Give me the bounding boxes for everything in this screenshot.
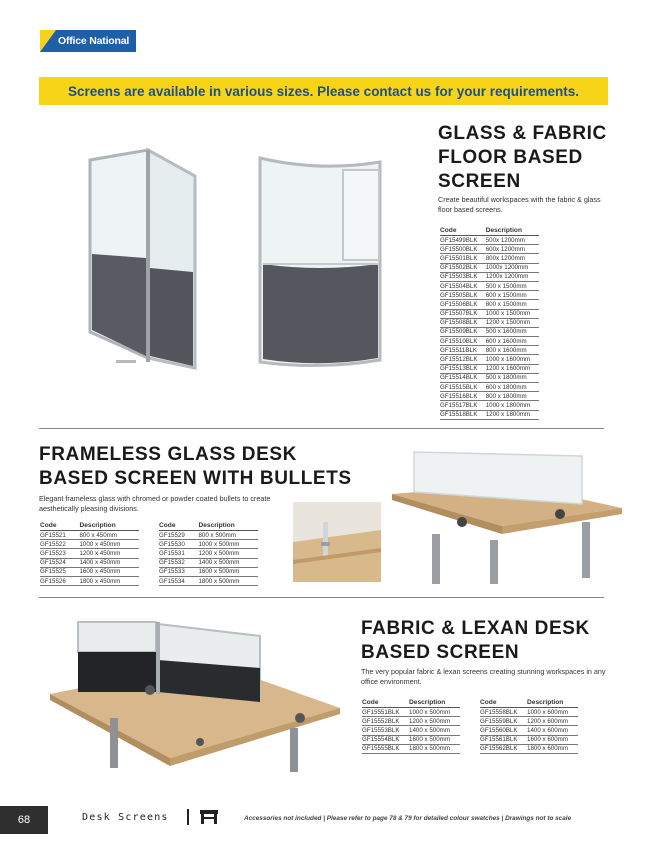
column-header: Code (159, 521, 198, 531)
column-header: Code (440, 226, 486, 236)
product-code-cell: GF15522 (40, 540, 79, 549)
table-row (159, 576, 258, 585)
dimension-cell: 1800 x 500mm (409, 744, 460, 753)
product-code-cell: GF15508BLK (440, 318, 486, 327)
product-code-cell: GF15499BLK (440, 236, 486, 245)
table-row (440, 337, 539, 346)
table-row (159, 567, 258, 576)
table-row (440, 300, 539, 309)
section3-description: The very popular fabric & lexan screens creating stunning workspaces in any office environment. (361, 667, 606, 686)
dimension-cell: 1000x 1200mm (486, 263, 539, 272)
table-row (440, 236, 539, 245)
product-code-cell: GF15523 (40, 549, 79, 558)
table-row (159, 540, 258, 549)
section1-title-line: GLASS & FABRIC (438, 123, 607, 144)
dimension-cell: 600x 1200mm (486, 245, 539, 254)
section2-spec-table-a (40, 521, 139, 586)
dimension-cell: 1000 x 1600mm (486, 355, 539, 364)
product-code-cell: GF15533 (159, 567, 198, 576)
dimension-cell: 1800 x 500mm (198, 576, 258, 585)
section2-title (39, 443, 352, 491)
dimension-cell: 500 x 1600mm (486, 327, 539, 336)
product-code-cell: GF15512BLK (440, 355, 486, 364)
table-row (480, 744, 578, 753)
product-code-cell: GF15505BLK (440, 291, 486, 300)
table-row (440, 373, 539, 382)
section-divider (39, 428, 604, 429)
dimension-cell: 800 x 1600mm (486, 346, 539, 355)
dimension-cell: 800 x 450mm (79, 531, 139, 540)
section3-title-line: FABRIC & LEXAN DESK (361, 618, 590, 639)
table-row (440, 272, 539, 281)
section-divider (39, 597, 604, 598)
product-code-cell: GF15532 (159, 558, 198, 567)
product-code-cell: GF15558BLK (480, 708, 527, 717)
dimension-cell: 800 x 1800mm (486, 392, 539, 401)
product-code-cell: GF15516BLK (440, 392, 486, 401)
table-row (440, 355, 539, 364)
section1-title-line: FLOOR BASED (438, 147, 583, 168)
table-row (440, 254, 539, 263)
table-row (40, 558, 139, 567)
table-row (440, 263, 539, 272)
logo-swoosh-icon (40, 30, 56, 52)
table-row (40, 576, 139, 585)
table-row (440, 318, 539, 327)
dimension-cell: 800x 1200mm (486, 254, 539, 263)
table-row (480, 735, 578, 744)
dimension-cell: 1000 x 500mm (409, 708, 460, 717)
dimension-cell: 1000 x 1800mm (486, 401, 539, 410)
dimension-cell: 600 x 1800mm (486, 383, 539, 392)
dimension-cell: 1400 x 450mm (79, 558, 139, 567)
table-row (440, 383, 539, 392)
section1-title-line: SCREEN (438, 171, 521, 192)
column-header: Code (480, 698, 527, 708)
dimension-cell: 1000 x 1500mm (486, 309, 539, 318)
footer-divider (187, 809, 189, 825)
product-code-cell: GF15524 (40, 558, 79, 567)
office-national-logo (40, 30, 136, 52)
product-code-cell: GF15509BLK (440, 327, 486, 336)
dimension-cell: 800 x 1500mm (486, 300, 539, 309)
column-header: Description (198, 521, 258, 531)
product-code-cell: GF15500BLK (440, 245, 486, 254)
dimension-cell: 1200 x 450mm (79, 549, 139, 558)
table-row (159, 558, 258, 567)
table-row (40, 567, 139, 576)
dimension-cell: 1600 x 500mm (198, 567, 258, 576)
table-row (362, 717, 460, 726)
floor-screen-left-image (90, 150, 195, 368)
table-row (440, 410, 539, 419)
table-row (40, 540, 139, 549)
product-code-cell: GF15525 (40, 567, 79, 576)
product-code-cell: GF15526 (40, 576, 79, 585)
product-code-cell: GF15555BLK (362, 744, 409, 753)
product-code-cell: GF15521 (40, 531, 79, 540)
dimension-cell: 1800 x 450mm (79, 576, 139, 585)
dimension-cell: 1200 x 1600mm (486, 364, 539, 373)
product-code-cell: GF15534 (159, 576, 198, 585)
dimension-cell: 600 x 1500mm (486, 291, 539, 300)
table-row (362, 735, 460, 744)
table-row (480, 726, 578, 735)
table-row (480, 708, 578, 717)
table-row (440, 346, 539, 355)
table-row (362, 726, 460, 735)
dimension-cell: 1800 x 600mm (527, 744, 578, 753)
column-header: Description (486, 226, 539, 236)
dimension-cell: 1000 x 500mm (198, 540, 258, 549)
section3-title (361, 617, 590, 665)
product-code-cell: GF15561BLK (480, 735, 527, 744)
dimension-cell: 500x 1200mm (486, 236, 539, 245)
product-code-cell: GF15529 (159, 531, 198, 540)
product-code-cell: GF15514BLK (440, 373, 486, 382)
product-code-cell: GF15511BLK (440, 346, 486, 355)
footer-note: Accessories not included | Please refer to page 78 & 79 for detailed colour swatches | Drawings not to scale (244, 815, 572, 822)
frameless-glass-detail-image (293, 502, 381, 582)
table-row (440, 392, 539, 401)
dimension-cell: 500 x 1500mm (486, 281, 539, 290)
page-number: 68 (0, 806, 48, 834)
frameless-glass-desk-image (392, 448, 622, 586)
product-code-cell: GF15503BLK (440, 272, 486, 281)
product-code-cell: GF15551BLK (362, 708, 409, 717)
table-row (440, 291, 539, 300)
table-row (440, 309, 539, 318)
dimension-cell: 1200 x 500mm (409, 717, 460, 726)
section1-title (438, 122, 607, 194)
product-code-cell: GF15513BLK (440, 364, 486, 373)
product-code-cell: GF15515BLK (440, 383, 486, 392)
product-code-cell: GF15510BLK (440, 337, 486, 346)
product-code-cell: GF15501BLK (440, 254, 486, 263)
dimension-cell: 1200 x 1500mm (486, 318, 539, 327)
dimension-cell: 1400 x 500mm (409, 726, 460, 735)
dimension-cell: 1200x 1200mm (486, 272, 539, 281)
product-code-cell: GF15518BLK (440, 410, 486, 419)
table-row (159, 531, 258, 540)
fabric-lexan-desk-image (50, 618, 340, 778)
dimension-cell: 1600 x 500mm (409, 735, 460, 744)
dimension-cell: 500 x 1800mm (486, 373, 539, 382)
table-row (440, 327, 539, 336)
product-code-cell: GF15552BLK (362, 717, 409, 726)
dimension-cell: 800 x 500mm (198, 531, 258, 540)
product-code-cell: GF15553BLK (362, 726, 409, 735)
section2-spec-table-b (159, 521, 258, 586)
column-header: Description (79, 521, 139, 531)
product-code-cell: GF15506BLK (440, 300, 486, 309)
floor-screen-right-image (260, 158, 380, 366)
dimension-cell: 1600 x 600mm (527, 735, 578, 744)
product-code-cell: GF15507BLK (440, 309, 486, 318)
table-row (480, 717, 578, 726)
dimension-cell: 1400 x 500mm (198, 558, 258, 567)
desk-icon (199, 808, 219, 825)
product-code-cell: GF15530 (159, 540, 198, 549)
dimension-cell: 600 x 1600mm (486, 337, 539, 346)
product-code-cell: GF15562BLK (480, 744, 527, 753)
table-row (40, 531, 139, 540)
dimension-cell: 1600 x 450mm (79, 567, 139, 576)
section3-title-line: BASED SCREEN (361, 642, 520, 663)
table-row (40, 549, 139, 558)
section1-description: Create beautiful workspaces with the fabric & glass floor based screens. (438, 195, 601, 214)
product-code-cell: GF15502BLK (440, 263, 486, 272)
dimension-cell: 1200 x 500mm (198, 549, 258, 558)
column-header: Description (409, 698, 460, 708)
dimension-cell: 1400 x 600mm (527, 726, 578, 735)
dimension-cell: 1000 x 600mm (527, 708, 578, 717)
product-code-cell: GF15531 (159, 549, 198, 558)
column-header: Description (527, 698, 578, 708)
section2-description: Elegant frameless glass with chromed or powder coated bullets to create aesthetically pleasing divisions. (39, 494, 271, 513)
table-row (440, 245, 539, 254)
product-code-cell: GF15560BLK (480, 726, 527, 735)
logo-text: Office National (58, 35, 130, 47)
table-row (440, 401, 539, 410)
footer-section-title: Desk Screens (82, 812, 169, 823)
dimension-cell: 1200 x 600mm (527, 717, 578, 726)
column-header: Code (40, 521, 79, 531)
table-row (362, 708, 460, 717)
banner-text: Screens are available in various sizes. Please contact us for your requirements. (68, 83, 579, 99)
section2-title-line: FRAMELESS GLASS DESK (39, 444, 297, 465)
product-code-cell: GF15559BLK (480, 717, 527, 726)
table-row (159, 549, 258, 558)
section3-spec-table-a (362, 698, 460, 754)
dimension-cell: 1200 x 1800mm (486, 410, 539, 419)
section3-spec-table-b (480, 698, 578, 754)
table-row (440, 364, 539, 373)
product-code-cell: GF15504BLK (440, 281, 486, 290)
dimension-cell: 1000 x 450mm (79, 540, 139, 549)
product-code-cell: GF15517BLK (440, 401, 486, 410)
section2-title-line: BASED SCREEN WITH BULLETS (39, 468, 352, 489)
section1-spec-table (440, 226, 539, 420)
product-code-cell: GF15554BLK (362, 735, 409, 744)
table-row (362, 744, 460, 753)
floor-screen-photos (80, 140, 410, 400)
availability-banner (39, 77, 608, 105)
column-header: Code (362, 698, 409, 708)
table-row (440, 281, 539, 290)
